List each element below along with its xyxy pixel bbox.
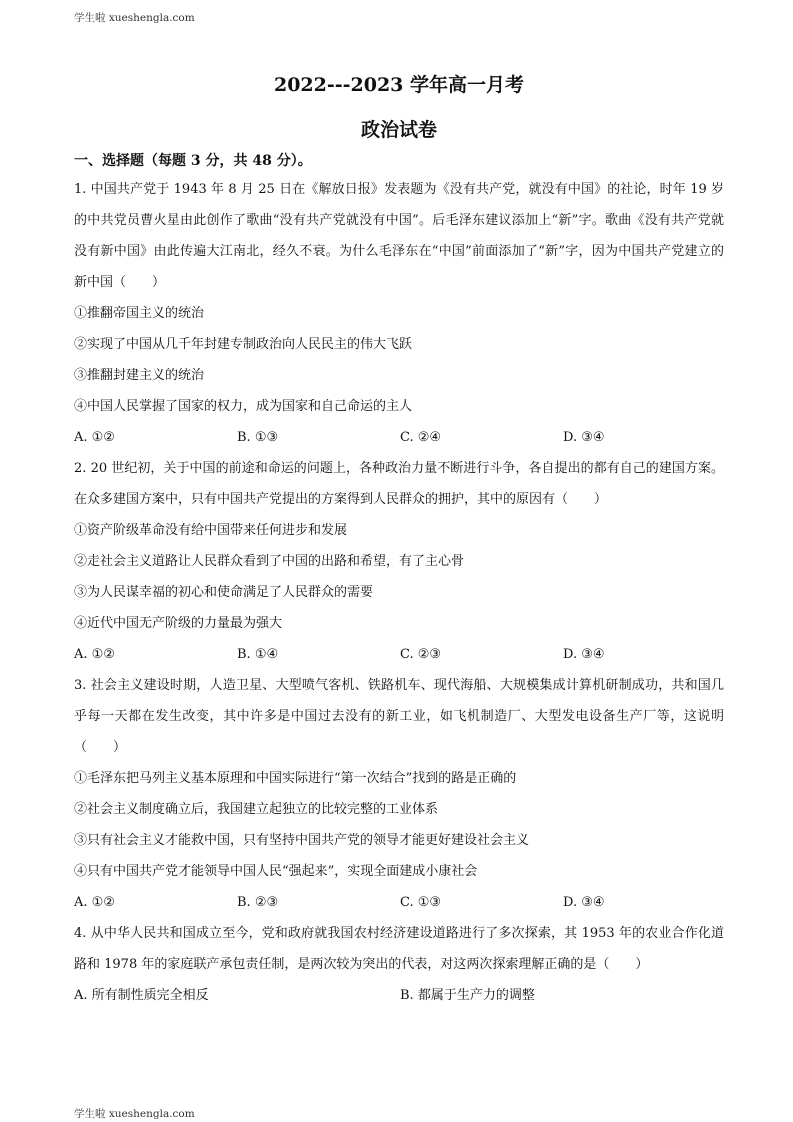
section-heading: 一、选择题（每题 3 分，共 48 分）。 (74, 153, 312, 169)
watermark-bottom: 学生啦 xueshengla.com (74, 1108, 195, 1120)
option-d: D. ③④ (563, 647, 605, 662)
option-a: A. ①② (74, 430, 115, 445)
option-b: B. ①③ (237, 430, 279, 445)
question-4-stem: 4. 从中华人民共和国成立至今，党和政府就我国农村经济建设道路进行了多次探索，其 1953 年的农业合作化道路和 1978 年的家庭联产承包责任制，是两次较为突出的代表，对这两次探索理解正确的是（ ） (74, 926, 724, 972)
question-3-item: ③只有社会主义才能救中国，只有坚持中国共产党的领导才能更好建设社会主义 (74, 833, 530, 848)
question-3-item: ①毛泽东把马列主义基本原理和中国实际进行“第一次结合”找到的路是正确的 (74, 771, 517, 786)
question-2-item: ②走社会主义道路让人民群众看到了中国的出路和希望，有了主心骨 (74, 554, 465, 569)
option-d: D. ③④ (563, 895, 605, 910)
question-4-options (74, 980, 724, 1011)
option-a: A. ①② (74, 895, 115, 910)
option-b: B. 都属于生产力的调整 (400, 988, 535, 1003)
exam-title-year: 2022---2023 学年高一月考 (273, 74, 525, 96)
option-c: C. ②③ (400, 647, 442, 662)
option-c: C. ①③ (400, 895, 442, 910)
question-3-options (74, 887, 724, 918)
option-a: A. 所有制性质完全相反 (74, 988, 209, 1003)
question-2-stem: 2. 20 世纪初，关于中国的前途和命运的问题上，各种政治力量不断进行斗争，各自提出的都有自己的建国方案。在众多建国方案中，只有中国共产党提出的方案得到人民群众的拥护，其中的原因有（ ） (74, 461, 724, 507)
exam-content (74, 70, 724, 1011)
question-2-item: ③为人民谋幸福的初心和使命满足了人民群众的需要 (74, 585, 374, 600)
question-1-item: ①推翻帝国主义的统治 (74, 306, 205, 321)
option-b: B. ②③ (237, 895, 279, 910)
question-1-options (74, 422, 724, 453)
question-2-options (74, 639, 724, 670)
question-2-item: ④近代中国无产阶级的力量最为强大 (74, 616, 283, 631)
question-2-item: ①资产阶级革命没有给中国带来任何进步和发展 (74, 523, 348, 538)
question-1-item: ②实现了中国从几千年封建专制政治向人民民主的伟大飞跃 (74, 337, 413, 352)
option-b: B. ①④ (237, 647, 279, 662)
option-a: A. ①② (74, 647, 115, 662)
question-1-item: ③推翻封建主义的统治 (74, 368, 205, 383)
option-c: C. ②④ (400, 430, 442, 445)
question-3-item: ④只有中国共产党才能领导中国人民“强起来”，实现全面建成小康社会 (74, 864, 478, 879)
watermark-top: 学生啦 xueshengla.com (74, 12, 195, 24)
option-d: D. ③④ (563, 430, 605, 445)
question-3-stem: 3. 社会主义建设时期，人造卫星、大型喷气客机、铁路机车、现代海船、大规模集成计算机研制成功，共和国几乎每一天都在发生改变，其中许多是中国过去没有的新工业，如飞机制造厂、大型发电设备生产厂等，这说明（ ） (74, 678, 724, 755)
question-1-item: ④中国人民掌握了国家的权力，成为国家和自己命运的主人 (74, 399, 413, 414)
question-1-stem: 1. 中国共产党于 1943 年 8 月 25 日在《解放日报》发表题为《没有共产党，就没有中国》的社论，时年 19 岁的中共党员曹火星由此创作了歌曲“没有共产党就没有中国”。后毛泽东建议添加上“新”字。歌曲《没有共产党就没有新中国》由此传遍大江南北，经久不衰。为什么毛泽东在“中国”前面添加了“新”字，因为中国共产党建立的新中国（ ） (74, 182, 724, 290)
question-3-item: ②社会主义制度确立后，我国建立起独立的比较完整的工业体系 (74, 802, 439, 817)
exam-title-subject: 政治试卷 (360, 119, 437, 141)
